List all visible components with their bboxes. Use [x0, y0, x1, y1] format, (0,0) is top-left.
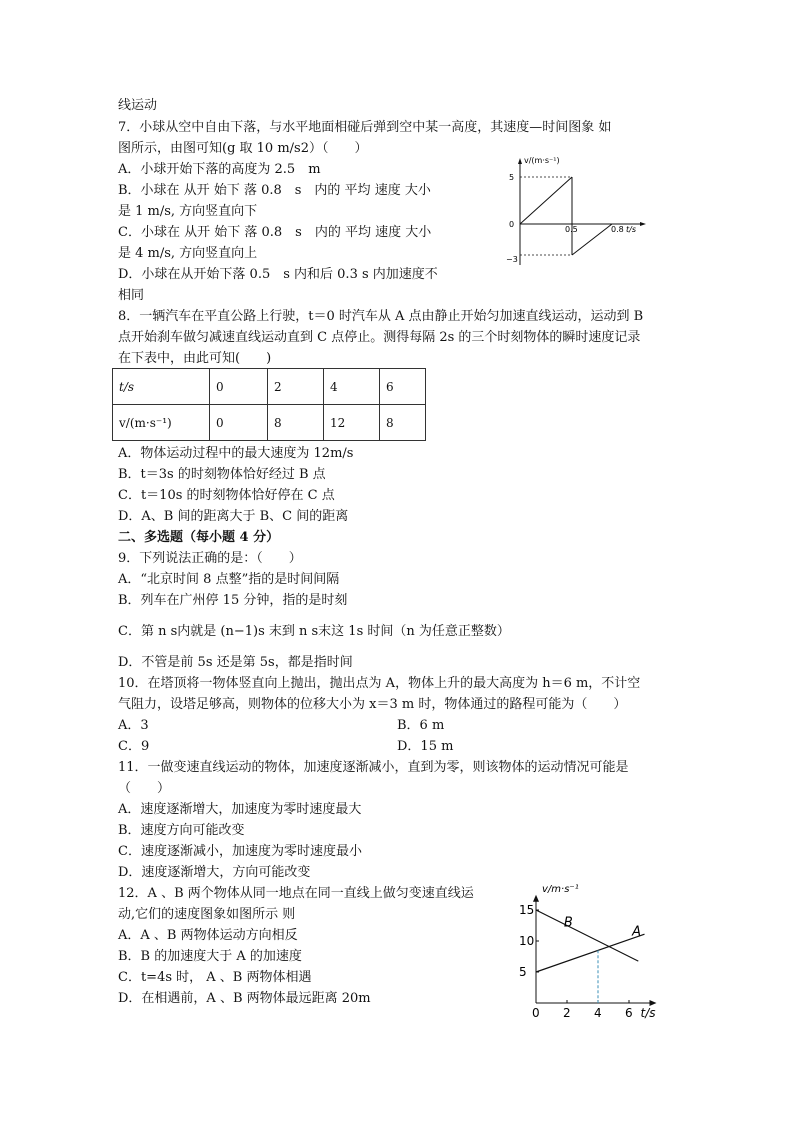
graph7-xlabel: t/s	[626, 225, 636, 234]
text-line: 是 4 m/s, 方向竖直向上	[118, 246, 258, 261]
graph7-ytick: −3	[506, 255, 518, 264]
series-line-B	[536, 910, 638, 961]
graph7-xtick: 0.5	[565, 225, 578, 234]
q11-option-a: A．速度逐渐增大，加速度为零时速度最大	[118, 802, 362, 817]
y-axis-label: v/m·s⁻¹	[542, 884, 579, 895]
q7-option-d: D．小球在从开始下落 0.5 s 内和后 0.3 s 内加速度不	[118, 267, 438, 282]
text-line: 在下表中，由此可知( )	[118, 351, 272, 366]
graph7-ylabel: v/(m·s⁻¹)	[524, 156, 560, 165]
q10-option-b: B．6 m	[397, 718, 445, 733]
section-heading: 二、多选题（每小题 4 分）	[118, 530, 280, 545]
q7-option-a: A．小球开始下落的高度为 2.5 m	[118, 162, 321, 177]
q9-option-c: C．第 n s内就是 (n−1)s 末到 n s末这 1s 时间（n 为任意正整数）	[118, 624, 510, 639]
graph7-fall-line	[520, 177, 572, 224]
table-cell: v/(m·s⁻¹)	[113, 405, 210, 441]
table-row	[113, 405, 426, 441]
q8-option-c: C．t＝10s 的时刻物体恰好停在 C 点	[118, 488, 335, 503]
q12-option-a: A．A 、B 两物体运动方向相反	[118, 928, 298, 943]
y-axis-arrow	[533, 895, 539, 902]
x-axis-label: t/s	[640, 1006, 656, 1020]
q10-option-d: D．15 m	[397, 739, 454, 754]
question-10-stem: 10．在塔顶将一物体竖直向上抛出，抛出点为 A，物体上升的最大高度为 h＝6 m，不计空	[118, 676, 641, 691]
question-7-stem: 7．小球从空中自由下落，与水平地面相碰后弹到空中某一高度，其速度—时间图象 如	[118, 120, 612, 135]
text-line: 点开始刹车做匀减速直线运动直到 C 点停止。测得每隔 2s 的三个时刻物体的瞬时速度记录	[118, 330, 641, 345]
question-12-stem: 12．A 、B 两个物体从同一地点在同一直线上做匀变速直线运	[118, 886, 474, 901]
question-9-stem: 9．下列说法正确的是：（ ）	[118, 551, 302, 566]
q7-option-b: B．小球在 从开 始下 落 0.8 s 内的 平均 速度 大小	[118, 183, 431, 198]
series-line-A	[536, 934, 645, 972]
q11-option-b: B．速度方向可能改变	[118, 823, 245, 838]
q11-option-d: D．速度逐渐增大，方向可能改变	[118, 865, 311, 880]
table-cell: 2	[268, 369, 324, 405]
text-line: 相同	[118, 288, 145, 303]
text-line: 是 1 m/s, 方向竖直向下	[118, 204, 258, 219]
y-tick-label: 15	[519, 903, 535, 917]
x-tick-label: 6	[625, 1006, 633, 1020]
q7-option-c: C．小球在 从开 始下 落 0.8 s 内的 平均 速度 大小	[118, 225, 432, 240]
q10-option-c: C．9	[118, 739, 150, 754]
x-tick-label: 0	[532, 1006, 540, 1020]
q8-option-d: D．A、B 间的距离大于 B、C 间的距离	[118, 509, 349, 524]
q8-option-a: A．物体运动过程中的最大速度为 12m/s	[118, 446, 354, 461]
table-cell: 12	[324, 405, 380, 441]
q12-velocity-chart	[505, 880, 680, 1020]
table-cell: 8	[268, 405, 324, 441]
text-line: 图所示，由图可知(g 取 10 m/s2）（ ）	[118, 141, 368, 156]
q9-option-b: B．列车在广州停 15 分钟，指的是时刻	[118, 593, 348, 608]
x-tick-label: 4	[594, 1006, 602, 1020]
text-line: 气阻力，设塔足够高，则物体的位移大小为 x＝3 m 时，物体通过的路程可能为（ ）	[118, 697, 627, 712]
q9-option-a: A．“北京时间 8 点整”指的是时间间隔	[118, 572, 340, 587]
y-tick-label: 10	[519, 934, 535, 948]
graph7-xtick: 0.8	[611, 225, 624, 234]
q9-option-d: D．不管是前 5s 还是第 5s，都是指时间	[118, 655, 353, 670]
text-line: 动,它们的速度图象如图所示 则	[118, 907, 296, 922]
table-cell: t/s	[113, 369, 210, 405]
graph7-rise-line	[572, 224, 612, 255]
graph7-ytick: 0	[509, 220, 515, 229]
text-line: （ ）	[118, 781, 171, 796]
velocity-table	[112, 368, 426, 441]
question-8-stem: 8．一辆汽车在平直公路上行驶，t＝0 时汽车从 A 点由静止开始匀加速直线运动，运动到 B	[118, 309, 644, 324]
q12-option-b: B．B 的加速度大于 A 的加速度	[118, 949, 302, 964]
graph7-ytick: 5	[509, 173, 515, 182]
q8-option-b: B．t＝3s 的时刻物体恰好经过 B 点	[118, 467, 326, 482]
question-11-stem: 11．一做变速直线运动的物体，加速度逐渐减小，直到为零，则该物体的运动情况可能是	[118, 760, 629, 775]
table-cell: 0	[210, 369, 268, 405]
series-label-B: B	[563, 915, 573, 931]
q12-option-d: D．在相遇前，A 、B 两物体最远距离 20m	[118, 991, 371, 1006]
q10-option-a: A．3	[118, 718, 149, 733]
q12-option-c: C．t=4s 时， A 、B 两物体相遇	[118, 970, 312, 985]
table-cell: 0	[210, 405, 268, 441]
table-cell: 4	[324, 369, 380, 405]
table-cell: 8	[380, 405, 426, 441]
table-cell: 6	[380, 369, 426, 405]
q7-velocity-graph	[500, 150, 650, 270]
y-tick-label: 5	[519, 965, 527, 979]
text-line: 线运动	[118, 98, 158, 113]
table-row	[113, 369, 426, 405]
series-label-A: A	[632, 924, 642, 940]
x-tick-label: 2	[563, 1006, 571, 1020]
q11-option-c: C．速度逐渐减小，加速度为零时速度最小	[118, 844, 362, 859]
